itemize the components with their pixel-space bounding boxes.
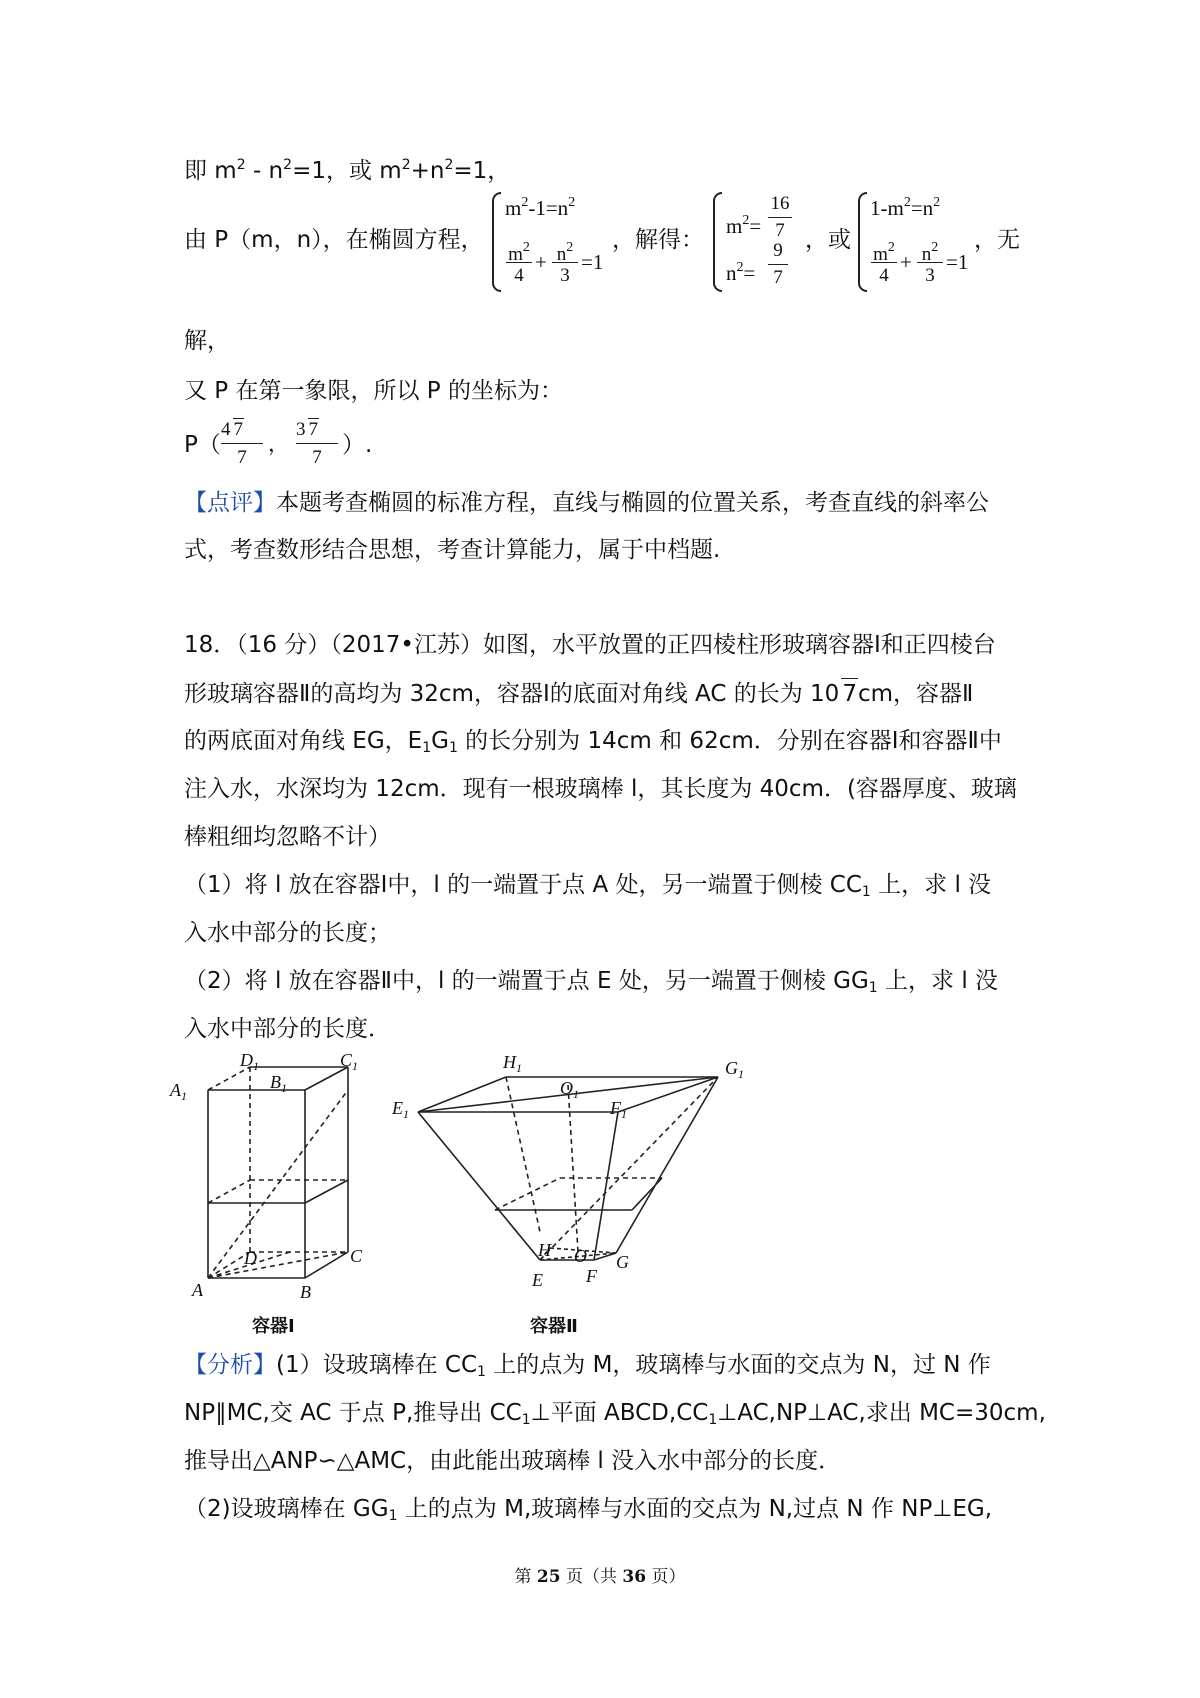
q18-line-2: 形玻璃容器Ⅱ的高均为 32cm，容器Ⅰ的底面对角线 AC 的长为 10 7cm，容器Ⅱ (184, 678, 973, 709)
q18-part2-line-1: （2）将 l 放在容器Ⅱ中，l 的一端置于点 E 处，另一端置于侧棱 $GG_1$ 上，求 l 没 (184, 968, 999, 996)
equation-line-1: 即 $m^2 - n^2=1$，或 $m^2+n^2=1$， (184, 157, 511, 184)
analysis-line-2: NP∥MC,交 AC 于点 P,推导出 $CC_1\perp$平面 $ABCD,CC_1\perp AC,NP\perp AC$,求出 MC=30cm, (184, 1400, 1046, 1428)
analysis-line-3: 推导出△ANP∽△AMC，由此能出玻璃棒 l 没入水中部分的长度． (184, 1448, 842, 1474)
comment-tag: 【点评】 (184, 490, 276, 516)
container-1-caption: 容器Ⅰ (252, 1316, 295, 1337)
equation-line-2-mid: ，解得： (612, 227, 704, 253)
q18-part1-line-2: 入水中部分的长度； (184, 920, 391, 946)
equation-line-2: 由 P（m，n），在椭圆方程， (184, 227, 484, 253)
q18-line-5: 棒粗细均忽略不计） (184, 824, 391, 850)
q18-part1-line-1: （1）将 l 放在容器Ⅰ中，l 的一端置于点 A 处，另一端置于侧棱 $CC_1$ 上，求 l 没 (184, 872, 992, 900)
coordinate-line: P（ (184, 432, 221, 458)
analysis-line-4: （2)设玻璃棒在 $GG_1$ 上的点为 M,玻璃棒与水面的交点为 N,过点 N 作 NP⊥EG, (184, 1496, 993, 1524)
coordinate-close: ）. (342, 432, 373, 458)
q18-line-3: 的两底面对角线 EG，$E_1G_1$ 的长分别为 14cm 和 62cm．分别在容器Ⅰ和容器Ⅱ中 (184, 728, 1002, 756)
coordinate-separator: ， (268, 432, 289, 456)
q18-line-1: 18．（16 分）（2017•江苏）如图，水平放置的正四棱柱形玻璃容器Ⅰ和正四棱台 (184, 632, 996, 658)
container-2-caption: 容器Ⅱ (530, 1316, 578, 1337)
q18-part2-line-2: 入水中部分的长度． (184, 1016, 391, 1042)
equation-line-2-or: ，或 (805, 227, 851, 253)
analysis-tag: 【分析】 (184, 1352, 276, 1378)
equation-line-2-post: ，无 (974, 227, 1020, 253)
q18-line-4: 注入水，水深均为 12cm．现有一根玻璃棒 l，其长度为 40cm．(容器厚度、玻璃 (184, 776, 1017, 802)
analysis-line-1: 【分析】(1）设玻璃棒在 $CC_1$ 上的点为 M，玻璃棒与水面的交点为 N，过 N 作 (184, 1352, 991, 1380)
text-line-4: 又 P 在第一象限，所以 P 的坐标为： (184, 378, 563, 404)
comment-line-2: 式，考查数形结合思想，考查计算能力，属于中档题. (184, 537, 721, 563)
text-line-3: 解， (184, 328, 230, 354)
page-footer: 第 25 页（共 36 页） (514, 1567, 686, 1587)
comment-line-1: 【点评】本题考查椭圆的标准方程，直线与椭圆的位置关系，考查直线的斜率公 (184, 490, 989, 516)
